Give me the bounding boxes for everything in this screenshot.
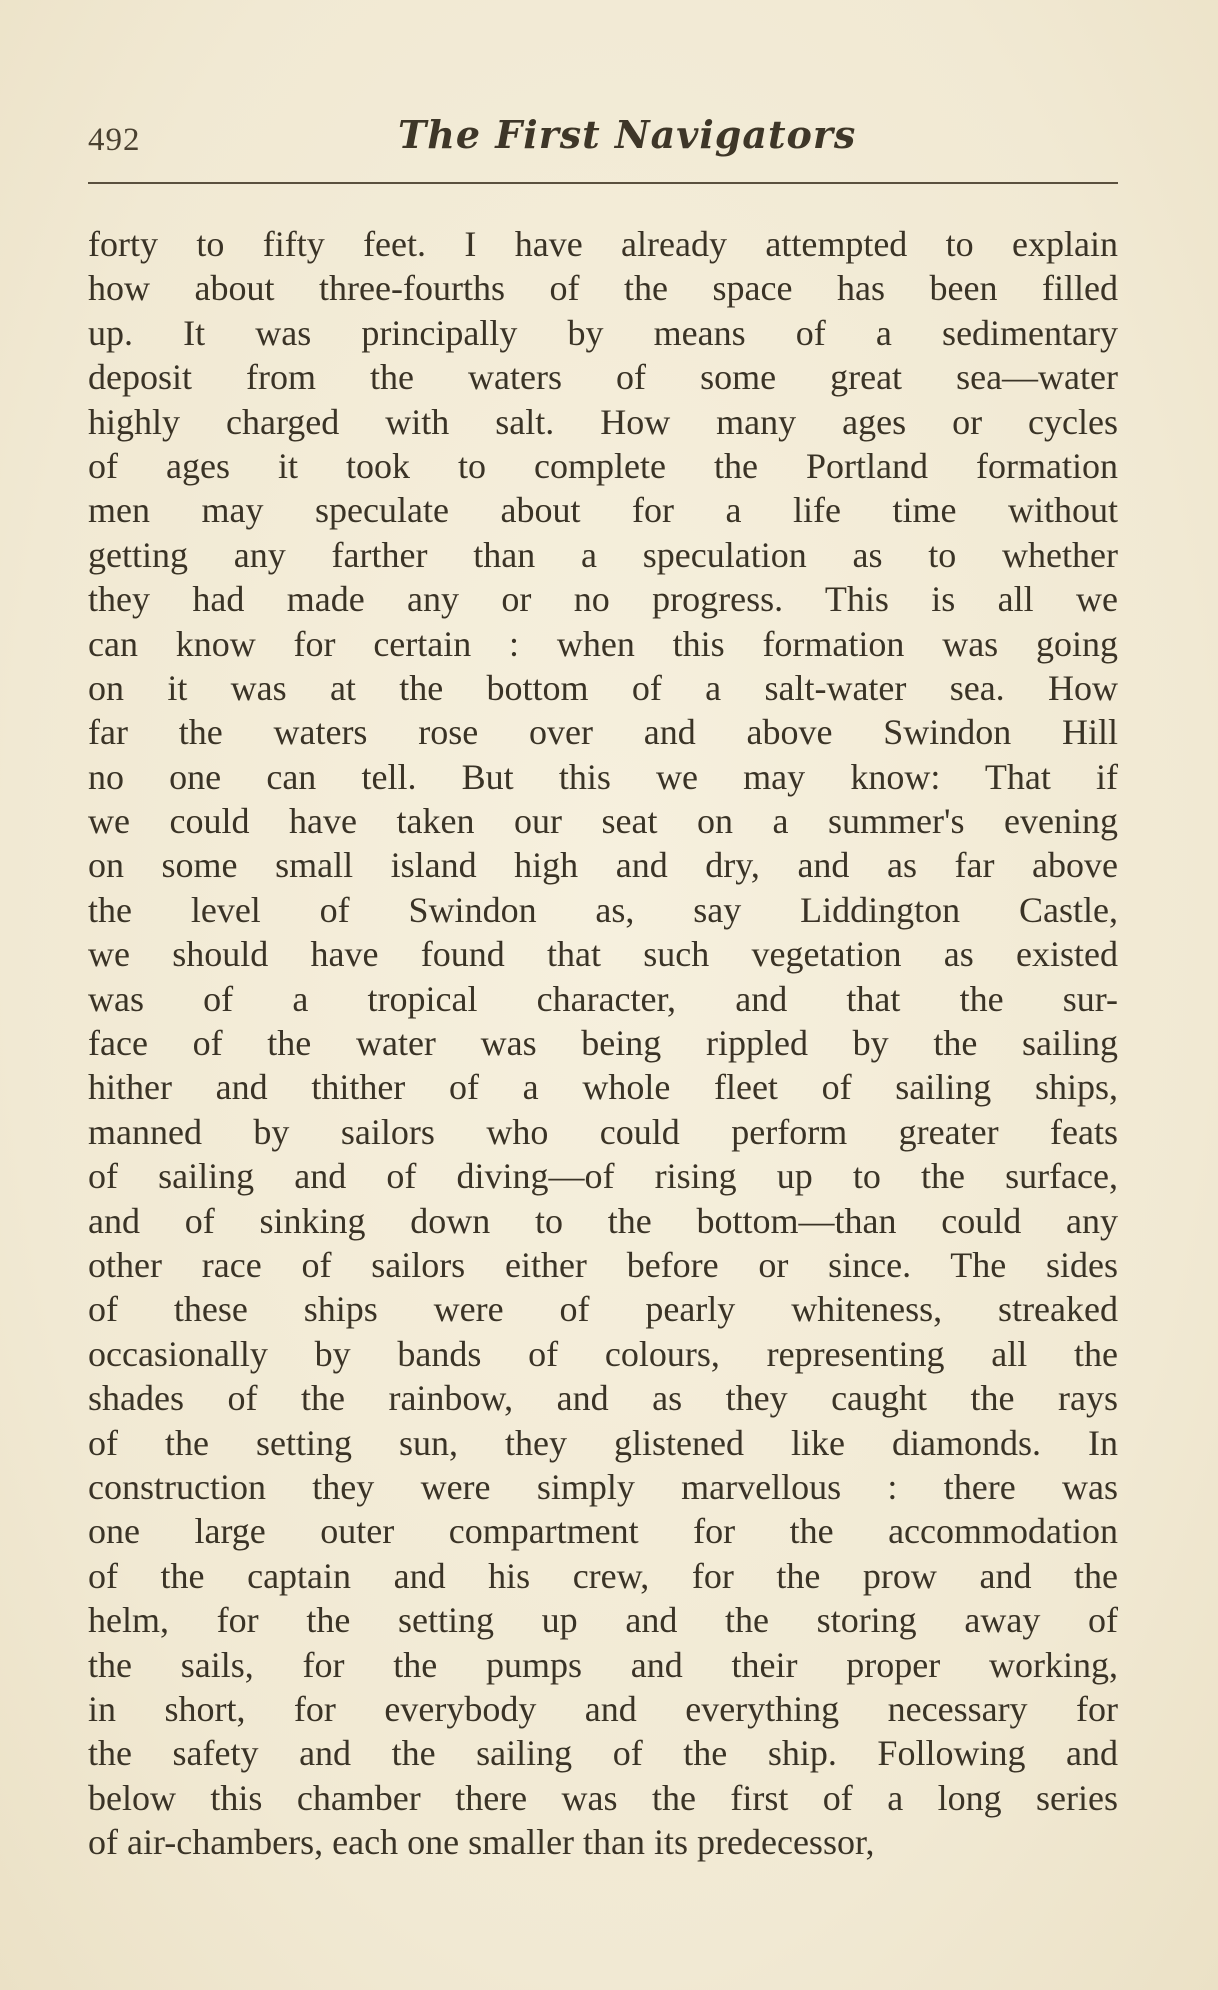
text-line: no one can tell. But this we may know: That if xyxy=(88,756,1118,797)
text-line: of the captain and his crew, for the prow and the xyxy=(88,1555,1118,1596)
text-line: face of the water was being rippled by the sailing xyxy=(88,1023,1118,1064)
text-line: of ages it took to complete the Portland formation xyxy=(88,445,1118,486)
text-line: the safety and the sailing of the ship. Following and xyxy=(88,1733,1118,1774)
text-line: on it was at the bottom of a salt-water sea. How xyxy=(88,667,1118,708)
text-line: far the waters rose over and above Swindon Hill xyxy=(88,712,1118,753)
text-line: other race of sailors either before or since. The sides xyxy=(88,1244,1118,1285)
text-line: they had made any or no progress. This is all we xyxy=(88,579,1118,620)
running-title: The First Navigators xyxy=(398,112,857,157)
text-line: occasionally by bands of colours, representing all the xyxy=(88,1333,1118,1374)
text-line: below this chamber there was the first of a long series xyxy=(88,1777,1118,1818)
text-line: up. It was principally by means of a sedimentary xyxy=(88,312,1118,353)
page-header xyxy=(88,108,1118,168)
text-line: helm, for the setting up and the storing away of xyxy=(88,1600,1118,1641)
text-line: in short, for everybody and everything necessary for xyxy=(88,1688,1118,1729)
text-line: of sailing and of diving—of rising up to the surface, xyxy=(88,1156,1118,1197)
text-line: can know for certain : when this formation was going xyxy=(88,623,1118,664)
text-line: forty to fifty feet. I have already attempted to explain xyxy=(88,224,1118,264)
text-line: we should have found that such vegetation as existed xyxy=(88,934,1118,975)
header-rule xyxy=(88,182,1118,184)
text-line: of air-chambers, each one smaller than its predecessor, xyxy=(88,1822,875,1863)
text-line: manned by sailors who could perform greater feats xyxy=(88,1111,1118,1152)
text-line: how about three-fourths of the space has been filled xyxy=(88,268,1118,309)
text-line: highly charged with salt. How many ages or cycles xyxy=(88,401,1118,442)
text-line: was of a tropical character, and that the sur- xyxy=(88,978,1118,1019)
text-line: on some small island high and dry, and as far above xyxy=(88,845,1118,886)
text-line: the level of Swindon as, say Liddington Castle, xyxy=(88,889,1118,930)
text-line: deposit from the waters of some great sea—water xyxy=(88,357,1118,398)
text-line: one large outer compartment for the accommodation xyxy=(88,1511,1118,1552)
text-line: of the setting sun, they glistened like diamonds. In xyxy=(88,1422,1118,1463)
text-line: we could have taken our seat on a summer's evening xyxy=(88,801,1118,842)
text-line: getting any farther than a speculation as to whether xyxy=(88,534,1118,575)
text-line: men may speculate about for a life time without xyxy=(88,490,1118,531)
text-line: shades of the rainbow, and as they caught the rays xyxy=(88,1378,1118,1419)
text-line: hither and thither of a whole fleet of sailing ships, xyxy=(88,1067,1118,1108)
text-line: and of sinking down to the bottom—than could any xyxy=(88,1200,1118,1241)
text-line: construction they were simply marvellous : there was xyxy=(88,1466,1118,1507)
text-line: the sails, for the pumps and their proper working, xyxy=(88,1644,1118,1685)
page-number: 492 xyxy=(88,122,141,158)
text-line: of these ships were of pearly whiteness, streaked xyxy=(88,1289,1118,1330)
body-text xyxy=(88,222,1118,1864)
